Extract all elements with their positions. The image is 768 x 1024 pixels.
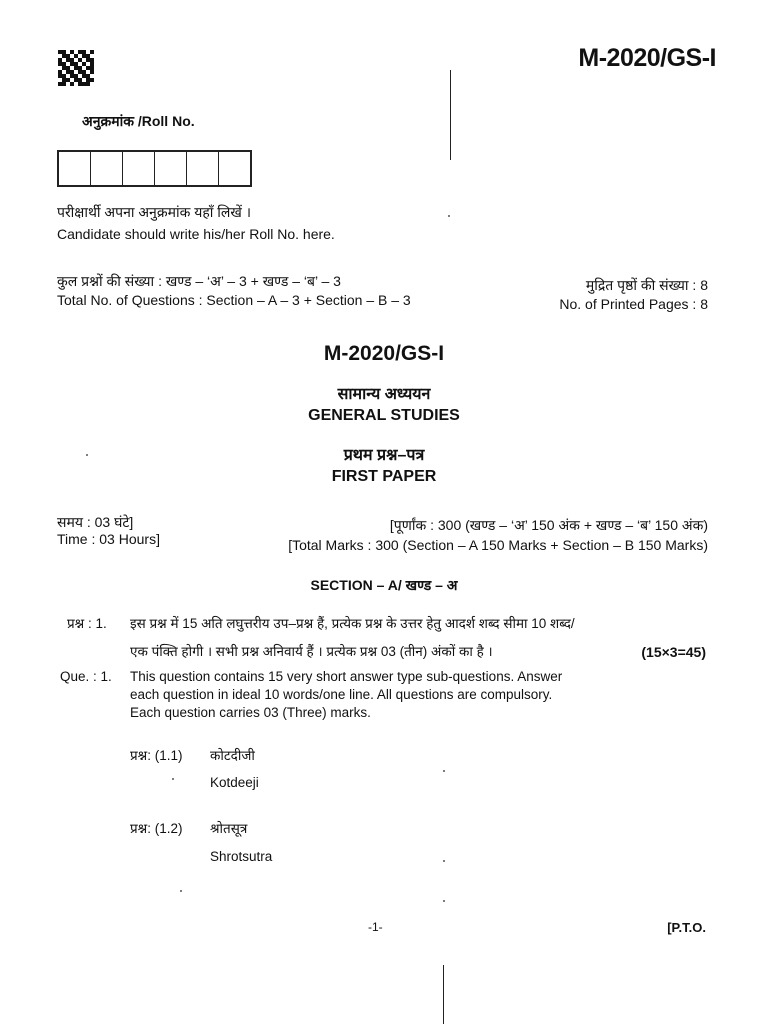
subquestion-hindi: कोटदीजी — [210, 748, 255, 763]
roll-instruction-english: Candidate should write his/her Roll No. here. — [57, 226, 335, 242]
roll-box[interactable] — [123, 152, 155, 185]
paper-name-english: FIRST PAPER — [331, 468, 437, 485]
roll-box[interactable] — [91, 152, 123, 185]
subquestion-hindi: श्रोतसूत्र — [210, 821, 248, 836]
time-english: Time : 03 Hours] — [57, 531, 160, 547]
total-questions-hindi: कुल प्रश्नों की संख्या : खण्ड – ‘अ’ – 3 + खण्ड – ‘ब’ – 3 — [57, 273, 341, 289]
question-marks: (15×3=45) — [641, 644, 706, 660]
roll-box[interactable] — [219, 152, 250, 185]
roll-box[interactable] — [59, 152, 91, 185]
printed-pages-english: No. of Printed Pages : 8 — [559, 296, 708, 312]
subject-english: GENERAL STUDIES — [308, 407, 460, 424]
question-label-hindi: प्रश्न : 1. — [67, 616, 107, 631]
roll-number-label: अनुक्रमांक /Roll No. — [82, 113, 195, 129]
question-text-english-line2: each question in ideal 10 words/one line. All questions are compulsory. — [130, 687, 553, 702]
scan-speck — [448, 215, 450, 217]
time-hindi: समय : 03 घंटे] — [57, 514, 134, 530]
subquestion-label: प्रश्न: (1.2) — [130, 821, 183, 836]
scan-speck — [180, 890, 182, 892]
roll-number-boxes[interactable] — [57, 150, 252, 187]
scan-speck — [443, 860, 445, 862]
roll-box[interactable] — [187, 152, 219, 185]
qr-code-icon — [58, 50, 94, 84]
question-text-hindi-line2: एक पंक्ति होगी । सभी प्रश्न अनिवार्य हैं । प्रत्येक प्रश्न 03 (तीन) अंकों का है । — [130, 644, 493, 659]
scan-speck — [172, 778, 174, 780]
scan-speck — [86, 454, 88, 456]
roll-instruction-hindi: परीक्षार्थी अपना अनुक्रमांक यहाँ लिखें । — [57, 204, 252, 220]
printed-pages-hindi: मुद्रित पृष्ठों की संख्या : 8 — [585, 277, 708, 293]
question-text-hindi-line1: इस प्रश्न में 15 अति लघुत्तरीय उप–प्रश्न हैं, प्रत्येक प्रश्न के उत्तर हेतु आदर्श शब्द सीमा 10 शब्द/ — [130, 616, 575, 631]
fold-line — [443, 965, 444, 1024]
subquestion-label: प्रश्न: (1.1) — [130, 748, 183, 763]
total-questions-english: Total No. of Questions : Section – A – 3 + Section – B – 3 — [57, 292, 411, 308]
subject-hindi: सामान्य अध्ययन — [337, 386, 431, 403]
page-number: -1- — [368, 920, 383, 934]
total-marks-english: [Total Marks : 300 (Section – A 150 Marks + Section – B 150 Marks) — [288, 537, 708, 553]
question-text-english-line1: This question contains 15 very short answer type sub-questions. Answer — [130, 669, 563, 684]
paper-code-top: M-2020/GS-I — [578, 44, 716, 72]
subquestion-english: Kotdeeji — [210, 775, 259, 790]
section-heading: SECTION – A/ खण्ड – अ — [310, 577, 458, 593]
paper-name-hindi: प्रथम प्रश्न–पत्र — [343, 447, 425, 464]
question-text-english-line3: Each question carries 03 (Three) marks. — [130, 705, 371, 720]
paper-code-title: M-2020/GS-I — [323, 342, 445, 365]
question-label-english: Que. : 1. — [60, 669, 112, 684]
roll-box[interactable] — [155, 152, 187, 185]
please-turn-over: [P.T.O. — [667, 920, 706, 935]
scan-speck — [443, 900, 445, 902]
scan-speck — [443, 770, 445, 772]
fold-line — [450, 70, 451, 160]
total-marks-hindi: [पूर्णांक : 300 (खण्ड – ‘अ’ 150 अंक + खण्ड – ‘ब’ 150 अंक) — [389, 517, 708, 533]
subquestion-english: Shrotsutra — [210, 849, 273, 864]
